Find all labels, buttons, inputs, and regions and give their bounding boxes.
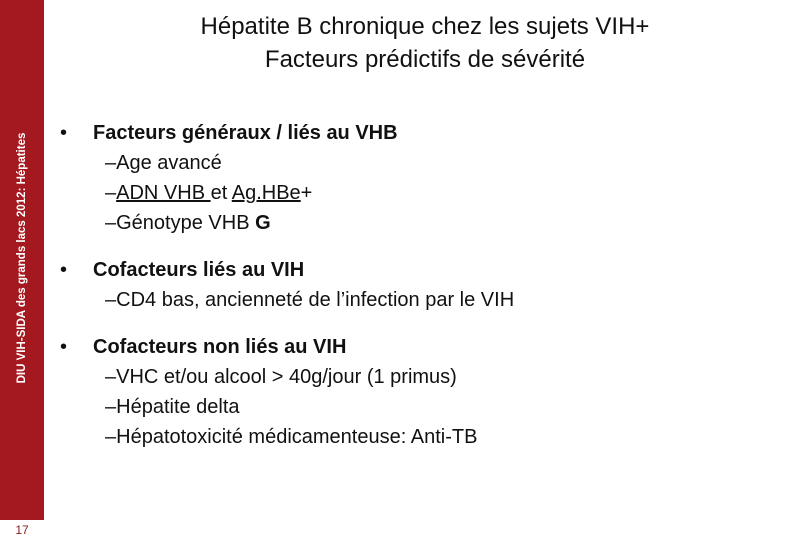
bullet-section-non-hiv (60, 332, 780, 452)
bullet-section-general (60, 118, 780, 238)
dash-prefix: – (105, 182, 117, 204)
sub-item-text: Age avancé (116, 152, 222, 174)
dash-prefix: – (105, 426, 117, 448)
sub-item-text: VHC et/ou alcool > 40g/jour (1 primus) (116, 366, 457, 388)
bullet-heading (60, 118, 780, 148)
bullet-section-hiv (60, 255, 780, 315)
sub-item-text: Hépatite delta (116, 396, 240, 418)
sub-item (60, 178, 780, 208)
sub-item (60, 362, 780, 392)
sub-item-text-genotype-g: G (255, 212, 271, 234)
sub-item-text: CD4 bas, ancienneté de l’infection par le VIH (116, 289, 515, 311)
sub-item-text-aghbe: Ag.HBe (231, 182, 301, 204)
dash-prefix: – (105, 366, 117, 388)
slide-title (60, 10, 790, 76)
dash-prefix: – (105, 152, 117, 174)
dash-prefix: – (105, 289, 117, 311)
sidebar-band (0, 0, 44, 540)
bullet-heading-text: Facteurs généraux / liés au VHB (93, 122, 398, 144)
title-line-2: Facteurs prédictifs de sévérité (264, 46, 586, 73)
bullet-heading (60, 255, 780, 285)
sub-item-text-genotype: Génotype VHB (116, 212, 256, 234)
sub-item (60, 285, 780, 315)
bullet-list (60, 118, 780, 452)
page-number: 17 (0, 520, 44, 540)
bullet-heading (60, 332, 780, 362)
bullet-heading-text: Cofacteurs liés au VIH (93, 259, 305, 281)
sidebar-vertical-text: DIU VIH-SIDA des grands lacs 2012: Hépatites (16, 132, 28, 384)
sub-item (60, 392, 780, 422)
bullet-heading-text: Cofacteurs non liés au VIH (93, 336, 347, 358)
bullet-icon: • (60, 336, 68, 358)
title-line-1: Hépatite B chronique chez les sujets VIH+ (200, 13, 650, 40)
sub-item-text: Hépatotoxicité médicamenteuse: Anti-TB (116, 426, 478, 448)
sub-item-text-adn: ADN VHB (116, 182, 211, 204)
sub-item-text-et: et (210, 182, 232, 204)
sub-item (60, 208, 780, 238)
sub-item (60, 422, 780, 452)
dash-prefix: – (105, 212, 117, 234)
bullet-icon: • (60, 122, 68, 144)
sub-item (60, 148, 780, 178)
sub-item-text-plus: + (300, 182, 313, 204)
dash-prefix: – (105, 396, 117, 418)
bullet-icon: • (60, 259, 68, 281)
